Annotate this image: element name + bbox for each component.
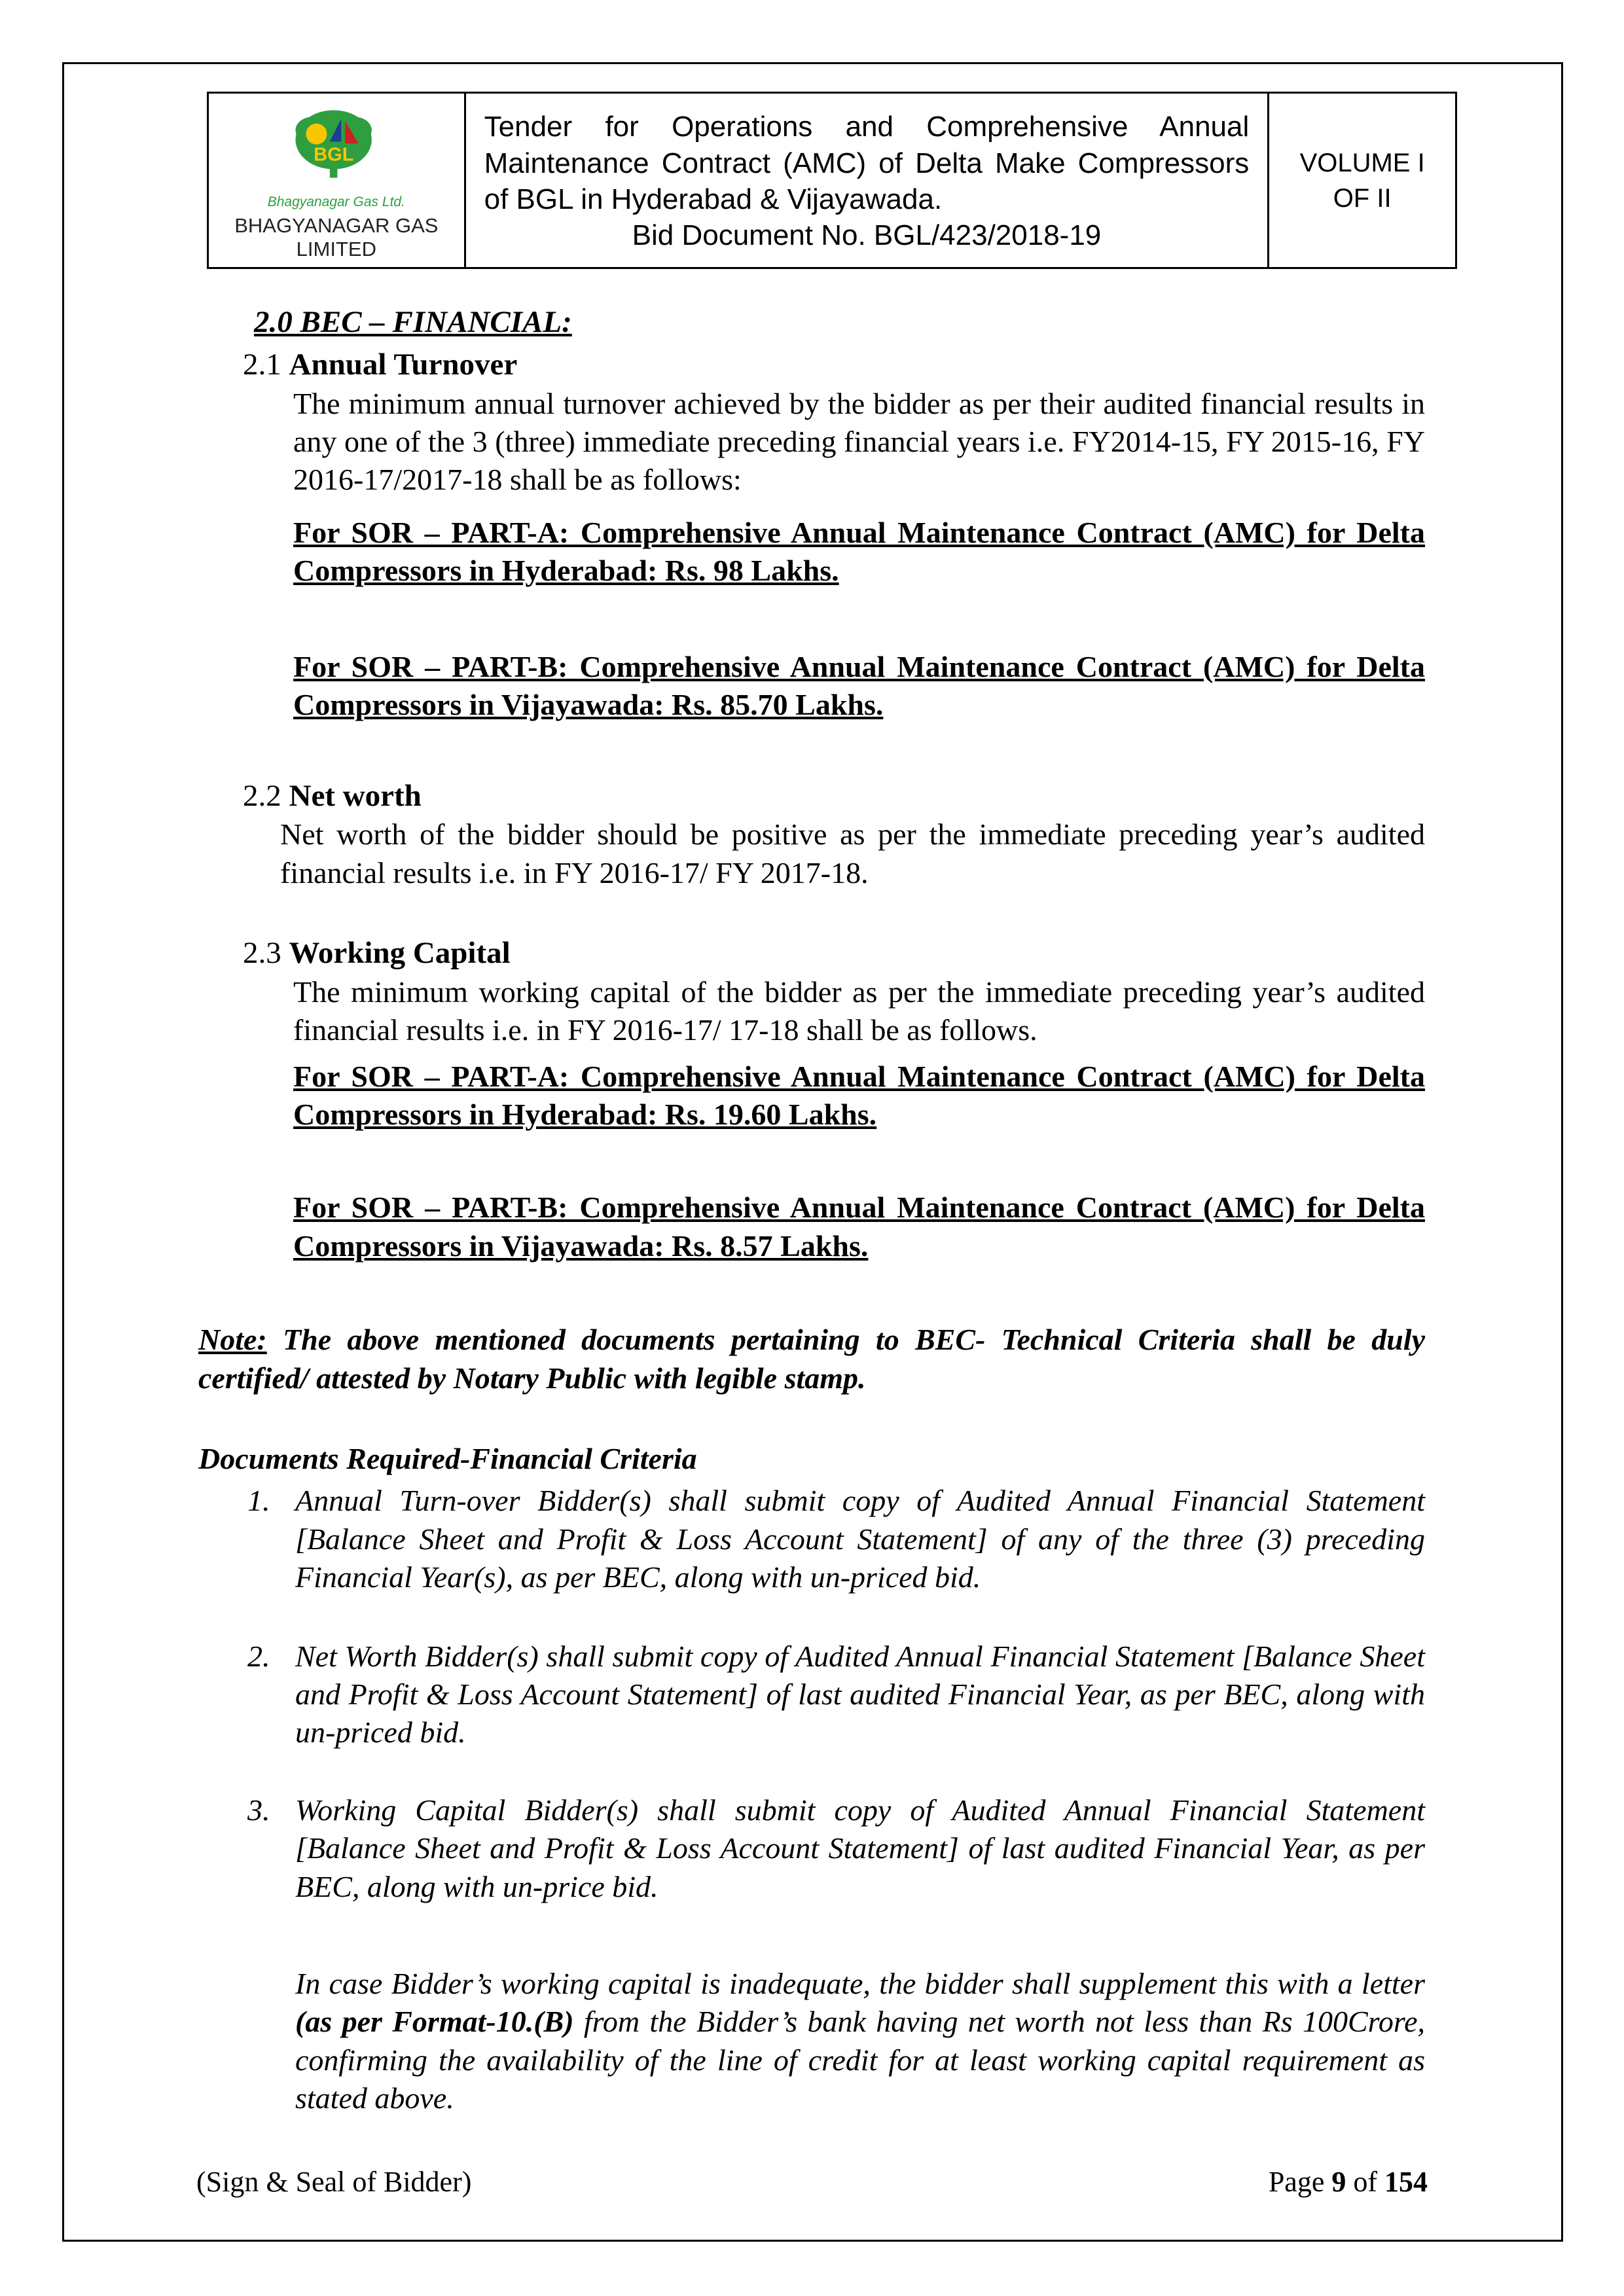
doc-item-3-text: Working Capital Bidder(s) shall submit copy of Audited Annual Financial Statement [Balance Sheet and Profit & Loss Account Statement] of last audited Financial Year, as per BEC, along with un-price bid. <box>295 1793 1425 1903</box>
closing-paragraph <box>295 1965 1425 2118</box>
doc-item-1-number: 1. <box>247 1484 270 1518</box>
section-2-2-title: Net worth <box>289 778 422 813</box>
sor-part-b-turnover: For SOR – PART-B: Comprehensive Annual Maintenance Contract (AMC) for Delta Compressors in Vijayawada: Rs. 85.70 Lakhs. <box>293 649 1425 722</box>
org-name <box>234 214 438 260</box>
page-border-frame <box>62 62 1563 2242</box>
svg-text:BGL: BGL <box>313 144 354 166</box>
of-word: of <box>1346 2166 1384 2198</box>
doc-item-1 <box>247 1482 1425 1596</box>
section-2-2-number: 2.2 <box>243 778 281 813</box>
section-2-3-number: 2.3 <box>243 936 281 970</box>
org-name-line1: BHAGYANAGAR GAS <box>234 214 439 237</box>
doc-item-1-text: Annual Turn-over Bidder(s) shall submit copy of Audited Annual Financial Statement [Balance Sheet and Profit & Loss Account Statement] of any of the three (3) preceding Financial Year(s), as per BEC, along with un-priced bid. <box>295 1484 1425 1594</box>
note-text: The above mentioned documents pertaining to BEC- Technical Criteria shall be duly certified/ attested by Notary Public with legible stamp. <box>198 1323 1425 1395</box>
brand-small-text: Bhagyanagar Gas Ltd. <box>267 194 405 209</box>
bid-document-number: Bid Document No. BGL/423/2018-19 <box>632 219 1102 251</box>
page-number: 9 <box>1331 2166 1346 2198</box>
sor-part-b-working-capital: For SOR – PART-B: Comprehensive Annual Maintenance Contract (AMC) for Delta Compressors in Vijayawada: Rs. 8.57 Lakhs. <box>293 1191 1425 1263</box>
annual-turnover-paragraph: The minimum annual turnover achieved by the bidder as per their audited financial results in any one of the 3 (three) immediate preceding financial years i.e. FY2014-15, FY 2015-16, FY 2016-17/2017-18 shall be as follows: <box>293 386 1425 497</box>
doc-item-3-number: 3. <box>247 1793 270 1827</box>
volume-line1: VOLUME I <box>1299 148 1425 177</box>
section-heading-financial: 2.0 BEC – FINANCIAL: <box>254 305 572 340</box>
org-name-line2: LIMITED <box>296 237 376 260</box>
page-footer <box>196 2165 1428 2198</box>
sign-seal-text: (Sign & Seal of Bidder) <box>196 2166 472 2198</box>
section-2-3-heading <box>243 934 1425 973</box>
document-title: Tender for Operations and Comprehensive Annual Maintenance Contract (AMC) of Delta Make Compressors of BGL in Hyderabad & Vijayawada. <box>484 111 1250 216</box>
bgl-logo-icon <box>284 100 389 198</box>
page-word: Page <box>1268 2166 1332 2198</box>
section-2-2-heading <box>243 777 1425 816</box>
section-2-1-number: 2.1 <box>243 347 281 382</box>
page-total: 154 <box>1384 2166 1428 2198</box>
logo-cell <box>208 93 465 268</box>
volume-cell <box>1269 93 1456 268</box>
doc-item-2 <box>247 1638 1425 1752</box>
sor-part-a-turnover: For SOR – PART-A: Comprehensive Annual Maintenance Contract (AMC) for Delta Compressors in Hyderabad: Rs. 98 Lakhs. <box>293 515 1425 588</box>
documents-required-heading: Documents Required-Financial Criteria <box>198 1441 697 1475</box>
closing-bold: (as per Format-10.(B) <box>295 2005 574 2039</box>
net-worth-paragraph: Net worth of the bidder should be positive as per the immediate preceding year’s audited financial results i.e. in FY 2016-17/ FY 2017-18. <box>280 817 1425 889</box>
doc-item-2-number: 2. <box>247 1639 270 1673</box>
sor-part-a-working-capital: For SOR – PART-A: Comprehensive Annual Maintenance Contract (AMC) for Delta Compressors in Hyderabad: Rs. 19.60 Lakhs. <box>293 1059 1425 1131</box>
note-label: Note: <box>198 1323 267 1357</box>
header-table <box>207 92 1457 269</box>
note-paragraph <box>198 1321 1425 1397</box>
section-2-1-heading <box>243 346 1425 385</box>
closing-pre: In case Bidder’s working capital is inadequate, the bidder shall supplement this with a letter <box>295 1967 1425 2000</box>
page-number-text <box>1269 2165 1428 2198</box>
doc-item-2-text: Net Worth Bidder(s) shall submit copy of Audited Annual Financial Statement [Balance Sheet and Profit & Loss Account Statement] of last audited Financial Year, as per BEC, along with un-priced bid. <box>295 1639 1425 1749</box>
volume-line2: OF II <box>1333 183 1392 213</box>
title-cell <box>465 93 1269 268</box>
section-2-3-title: Working Capital <box>289 936 511 970</box>
section-2-1-title: Annual Turnover <box>289 347 518 382</box>
document-body <box>198 303 1425 2117</box>
doc-item-3 <box>247 1791 1425 1906</box>
logo-box <box>213 100 460 260</box>
closing-post: from the Bidder’s bank having net worth not less than Rs 100Crore, confirming the availability of the line of credit for at least working capital requirement as stated above. <box>295 2005 1425 2115</box>
working-capital-paragraph: The minimum working capital of the bidder as per the immediate preceding year’s audited financial results i.e. in FY 2016-17/ 17-18 shall be as follows. <box>293 975 1425 1047</box>
